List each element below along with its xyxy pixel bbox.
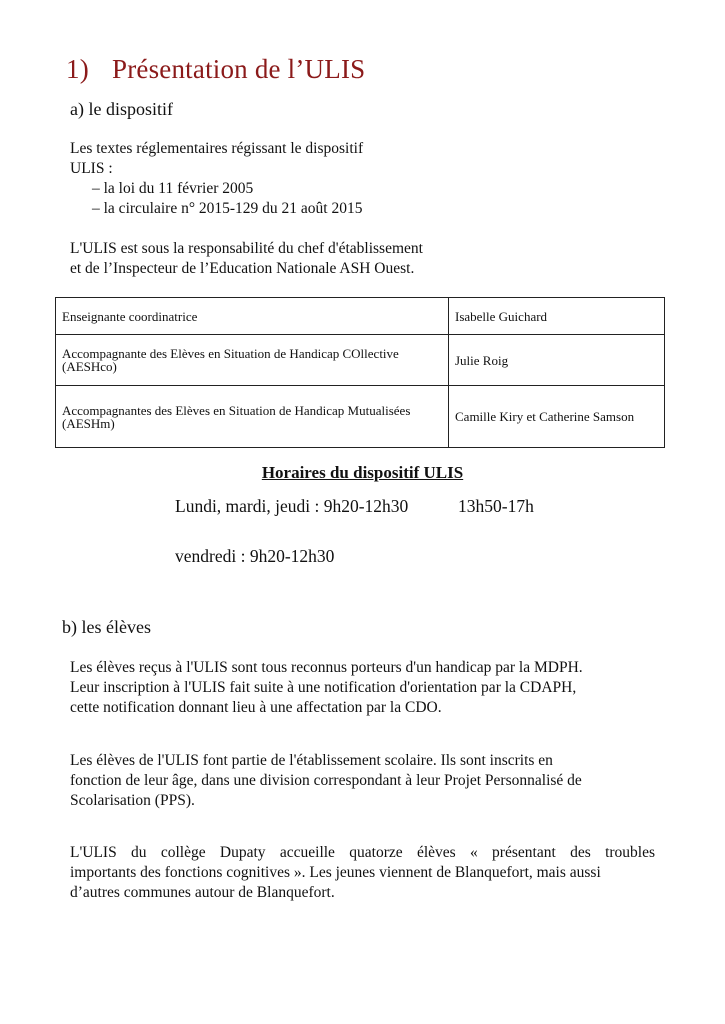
subsection-a-title: a) le dispositif (70, 99, 173, 119)
section-heading (66, 54, 365, 85)
section-number: 1) (66, 54, 89, 84)
students-paragraph-3 (70, 843, 655, 903)
schedule-line-1: Lundi, mardi, jeudi : 9h20-12h30 (175, 496, 409, 516)
intro-line: Les textes réglementaires régissant le dispositif (70, 140, 364, 157)
subsection-b-title: b) les élèves (62, 617, 151, 637)
intro-line: ULIS : (70, 160, 113, 177)
paragraph-line: fonction de leur âge, dans une division correspondant à leur Projet Personnalisé de (70, 772, 582, 789)
students-paragraph-1 (70, 658, 583, 718)
name-cell: Camille Kiry et Catherine Samson (449, 386, 665, 448)
staff-table (55, 297, 665, 448)
table-row (56, 298, 665, 335)
list-item: – la loi du 11 février 2005 (92, 180, 254, 197)
paragraph-line: cette notification donnant lieu à une affectation par la CDO. (70, 699, 442, 716)
paragraph-line: Les élèves de l'ULIS font partie de l'établissement scolaire. Ils sont inscrits en (70, 752, 553, 769)
name-cell: Julie Roig (449, 335, 665, 386)
role-cell: Enseignante coordinatrice (56, 298, 449, 335)
responsibility-paragraph (70, 239, 423, 279)
paragraph-line: Les élèves reçus à l'ULIS sont tous reconnus porteurs d'un handicap par la MDPH. (70, 659, 583, 676)
section-title: Présentation de l’ULIS (112, 54, 366, 84)
responsibility-line: L'ULIS est sous la responsabilité du chef d'établissement (70, 240, 423, 257)
table-row (56, 335, 665, 386)
table-row (56, 386, 665, 448)
paragraph-line: d’autres communes autour de Blanquefort. (70, 884, 335, 901)
paragraph-line: importants des fonctions cognitives ». Les jeunes viennent de Blanquefort, mais aussi (70, 864, 601, 881)
schedule-title: Horaires du dispositif ULIS (261, 463, 464, 482)
list-item: – la circulaire n° 2015-129 du 21 août 2015 (92, 200, 363, 217)
legal-texts-list (92, 179, 363, 219)
schedule-line-1-afternoon: 13h50-17h (458, 496, 534, 516)
paragraph-line: Leur inscription à l'ULIS fait suite à une notification d'orientation par la CDAPH, (70, 679, 577, 696)
students-paragraph-2 (70, 751, 582, 811)
role-cell: Accompagnantes des Elèves en Situation de Handicap Mutualisées (AESHm) (56, 386, 449, 448)
intro-paragraph (70, 139, 363, 179)
responsibility-line: et de l’Inspecteur de l’Education Nationale ASH Ouest. (70, 260, 415, 277)
name-cell: Isabelle Guichard (449, 298, 665, 335)
role-cell: Accompagnante des Elèves en Situation de Handicap COllective (AESHco) (56, 335, 449, 386)
paragraph-line: L'ULIS du collège Dupaty accueille quatorze élèves « présentant des troubles (70, 844, 655, 861)
schedule-line-2: vendredi : 9h20-12h30 (175, 546, 335, 566)
paragraph-line: Scolarisation (PPS). (70, 792, 195, 809)
